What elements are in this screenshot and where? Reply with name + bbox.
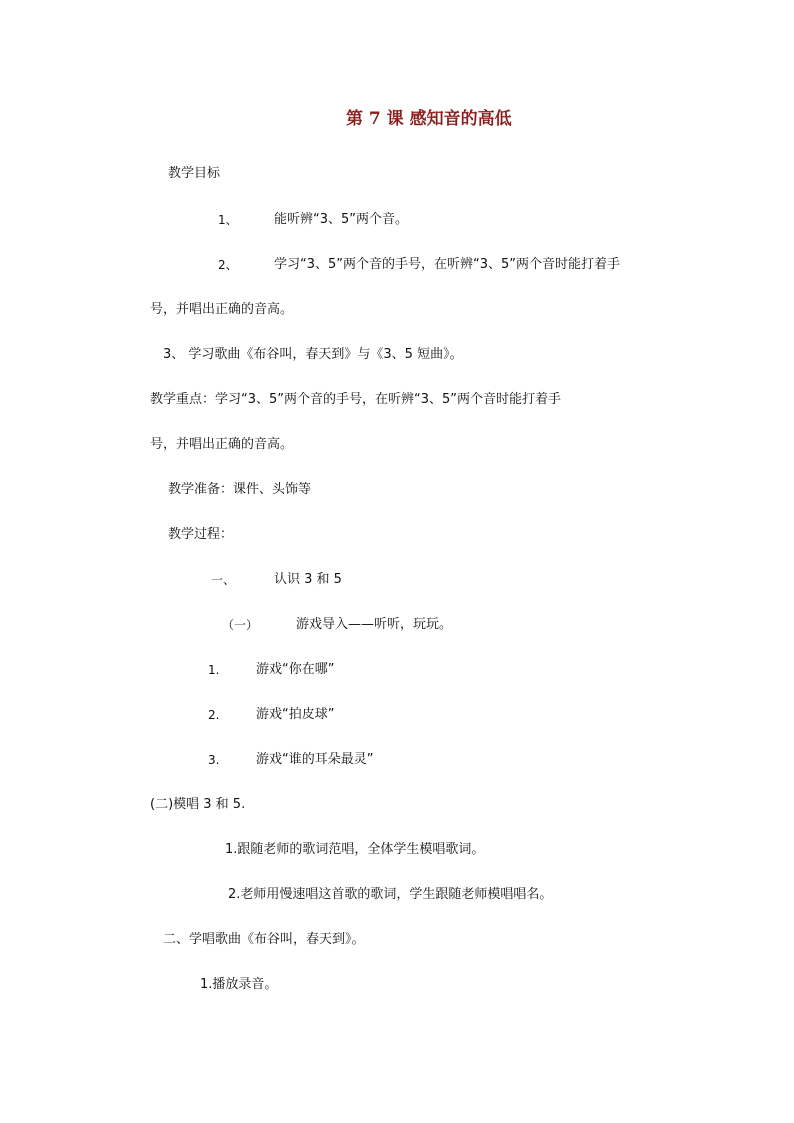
subsection-1-number: （一） xyxy=(222,618,259,632)
preparation-text: 教学准备：课件、头饰等 xyxy=(168,482,312,497)
section-1-title: 认识 3 和 5 xyxy=(274,572,342,587)
objective-2-text: 学习“3、5”两个音的手号，在听辨“3、5”两个音时能打着手 xyxy=(274,257,621,272)
game-1-text: 游戏“你在哪” xyxy=(256,662,335,677)
section-1-number: 一、 xyxy=(211,573,236,587)
key-point-text: 教学重点：学习“3、5”两个音的手号，在听辨“3、5”两个音时能打着手 xyxy=(150,392,562,407)
page-title: 第 7 课 感知音的高低 xyxy=(346,109,512,129)
game-3-text: 游戏“谁的耳朵最灵” xyxy=(256,752,374,767)
section-2-title: 二、学唱歌曲《布谷叫，春天到》。 xyxy=(163,932,365,947)
key-point-continuation: 号，并唱出正确的音高。 xyxy=(150,437,294,452)
subsection-1-title: 游戏导入——听听，玩玩。 xyxy=(296,617,453,632)
subsection-2-title: (二)模唱 3 和 5. xyxy=(150,797,246,812)
game-3-number: 3. xyxy=(208,753,220,767)
process-heading: 教学过程： xyxy=(168,527,234,542)
subsection-2-item-2: 2.老师用慢速唱这首歌的歌词，学生跟随老师模唱唱名。 xyxy=(228,887,553,902)
game-1-number: 1. xyxy=(208,663,220,677)
objective-3-text: 3、 学习歌曲《布谷叫，春天到》与《3、5 短曲》。 xyxy=(163,347,463,362)
objective-2-continuation: 号，并唱出正确的音高。 xyxy=(150,302,294,317)
objective-1-number: 1、 xyxy=(218,213,238,227)
objectives-heading: 教学目标 xyxy=(168,166,221,181)
game-2-text: 游戏“拍皮球” xyxy=(256,707,335,722)
subsection-2-item-1: 1.跟随老师的歌词范唱，全体学生模唱歌词。 xyxy=(225,842,485,857)
game-2-number: 2. xyxy=(208,708,220,722)
objective-1-text: 能听辨“3、5”两个音。 xyxy=(274,212,409,227)
section-2-item-1: 1.播放录音。 xyxy=(200,977,278,992)
objective-2-number: 2、 xyxy=(218,258,238,272)
